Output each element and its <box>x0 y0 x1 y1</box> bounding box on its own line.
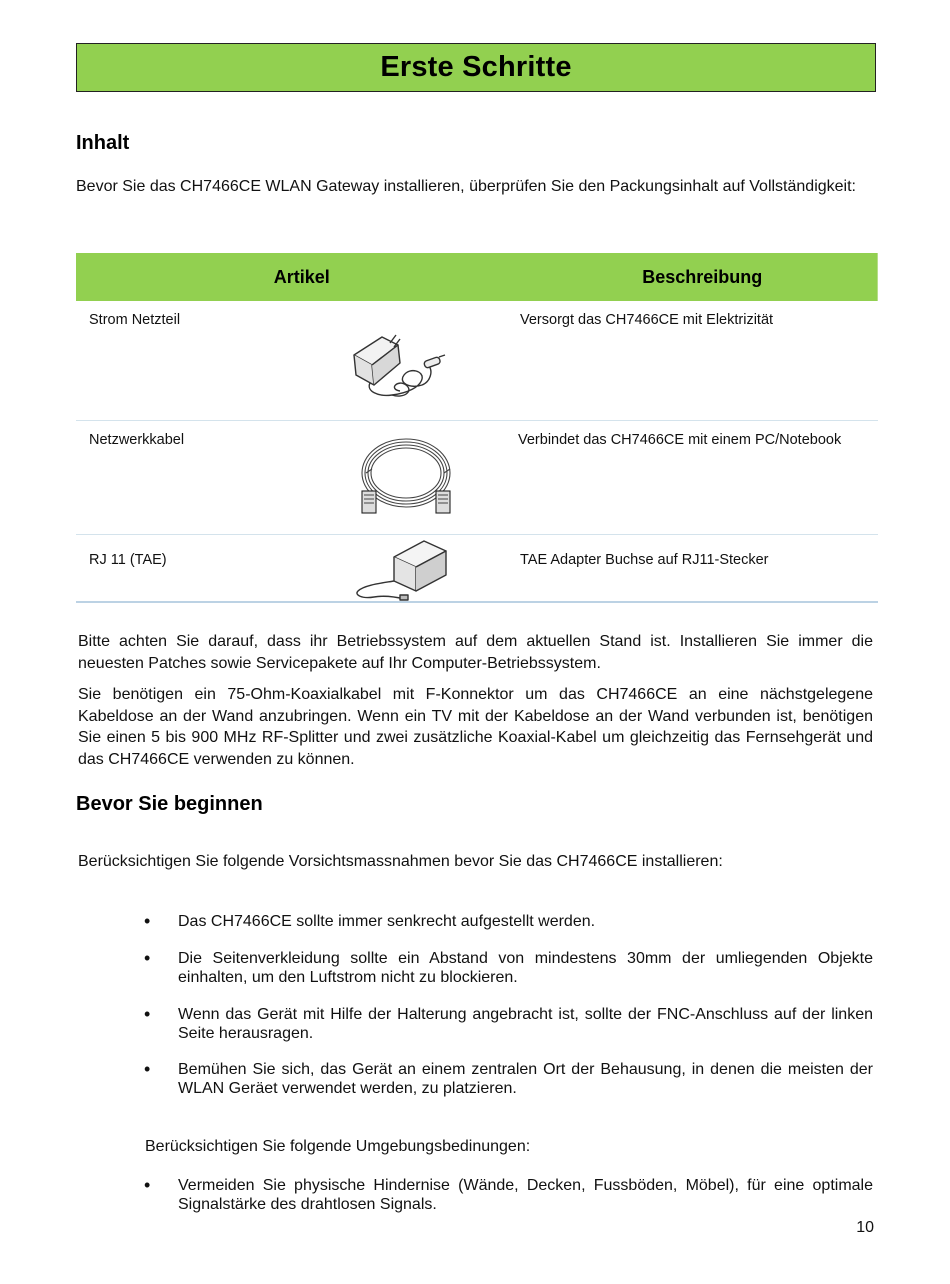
column-header-artikel: Artikel <box>273 266 330 287</box>
column-header-beschreibung: Beschreibung <box>642 266 763 287</box>
list-item: • Wenn das Gerät mit Hilfe der Halterung angebracht ist, sollte der FNC-Anschluss auf der linken Seite herausragen. <box>144 1003 873 1042</box>
table-row <box>76 301 878 421</box>
list-item: • Die Seitenverkleidung sollte ein Abstand von mindestens 30mm der umliegenden Objekte einhalten, um den Luftstrom nicht zu blockieren. <box>144 948 873 987</box>
item-name: RJ 11 (TAE) <box>89 552 167 568</box>
bullet-icon: • <box>144 1175 151 1195</box>
package-contents-table <box>76 253 878 603</box>
inhalt-intro: Bevor Sie das CH7466CE WLAN Gateway installieren, überprüfen Sie den Packungsinhalt auf Vollständigkeit: <box>76 178 856 195</box>
page-title: Erste Schritte <box>380 51 572 83</box>
section-heading-bevor: Bevor Sie beginnen <box>76 793 263 815</box>
bullet-icon: • <box>144 1003 151 1024</box>
item-description: Verbindet das CH7466CE mit einem PC/Notebook <box>518 432 842 448</box>
title-banner <box>76 43 876 92</box>
table-row <box>76 535 878 603</box>
note-coax-cable: Sie benötigen ein 75-Ohm-Koaxialkabel mit F-Konnektor um das CH7466CE an eine nächstgelegene Kabeldose an der Wand anzubringen. Wenn ein TV mit der Kabeldose an der Wand verbunden ist, benötigen Sie einen 5 bis 900 MHz RF-Splitter und zwei zusätzliche Koaxial-Kabel um gleichzeitig das Fernsehgerät und das CH7466CE verwenden zu können. <box>78 686 873 768</box>
list-item: • Das CH7466CE sollte immer senkrecht aufgestellt werden. <box>144 911 596 931</box>
page-number: 10 <box>856 1219 874 1236</box>
environment-list <box>144 1176 873 1214</box>
section-heading-inhalt: Inhalt <box>76 132 130 154</box>
precaution-list <box>144 912 873 1098</box>
bullet-icon: • <box>144 948 151 969</box>
bevor-intro: Berücksichtigen Sie folgende Vorsichtsmassnahmen bevor Sie das CH7466CE installieren: <box>78 853 723 870</box>
list-item: • Bemühen Sie sich, das Gerät an einem zentralen Ort der Behausung, in denen die meisten der WLAN Geräet verwendet werden, zu platzieren. <box>144 1058 873 1098</box>
power-adapter-icon <box>348 325 448 410</box>
environment-intro: Berücksichtigen Sie folgende Umgebungsbedinungen: <box>145 1138 531 1155</box>
item-description: TAE Adapter Buchse auf RJ11-Stecker <box>520 552 769 568</box>
item-name: Strom Netzteil <box>89 312 181 328</box>
table-header <box>76 253 878 301</box>
list-item: • Vermeiden Sie physische Hindernise (Wände, Decken, Fussböden, Möbel), für eine optimale Signalstärke des drahtlosen Signals. <box>144 1175 873 1214</box>
bullet-icon: • <box>144 911 151 931</box>
item-description: Versorgt das CH7466CE mit Elektrizität <box>520 312 774 328</box>
bullet-icon: • <box>144 1058 151 1079</box>
tae-adapter-icon <box>352 537 448 606</box>
item-name: Netzwerkkabel <box>89 432 185 448</box>
table-row <box>76 421 878 535</box>
network-cable-icon <box>356 435 460 524</box>
note-os-updates: Bitte achten Sie darauf, dass ihr Betriebssystem auf dem aktuellen Stand ist. Installieren Sie immer die neuesten Patches sowie Servicepakete auf Ihr Computer-Betriebssystem. <box>78 633 873 672</box>
